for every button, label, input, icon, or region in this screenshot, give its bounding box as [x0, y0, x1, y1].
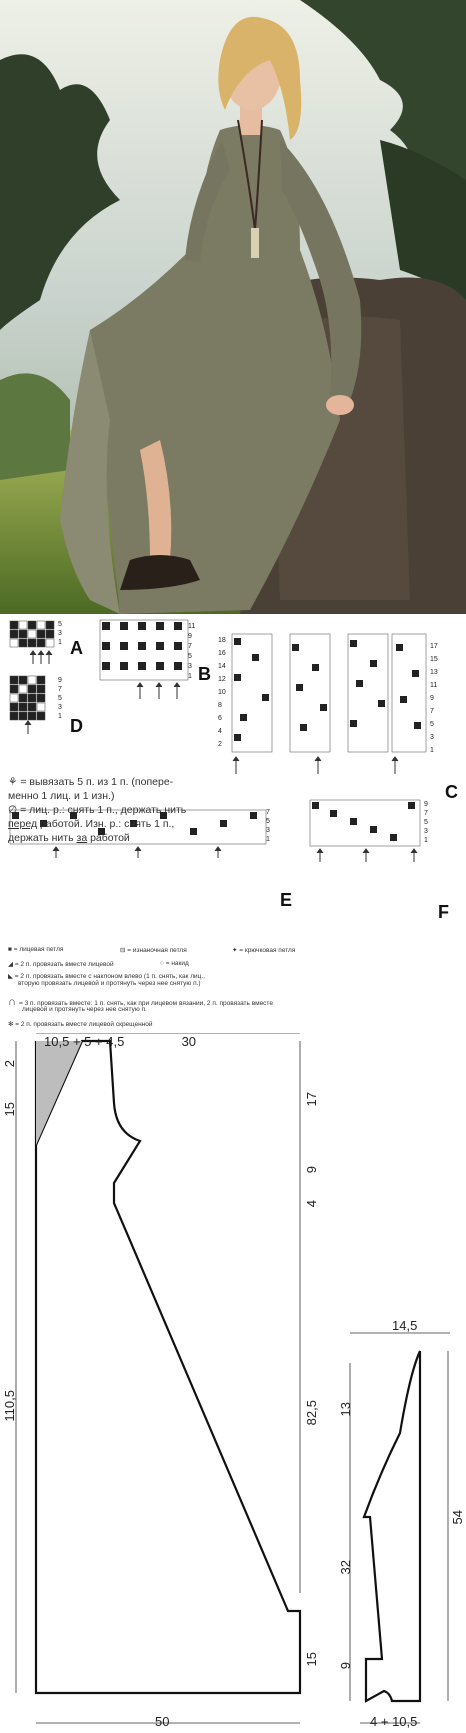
legend-text: = 2 п. провязать вместе с наклоном влево (1 п. снять, как лиц., [14, 973, 205, 980]
dim-right-4: 4 [304, 1200, 319, 1208]
row-number: 7 [266, 809, 270, 816]
row-number: 3 [188, 663, 192, 670]
dim-right-9: 9 [304, 1166, 319, 1174]
row-number: 1 [58, 639, 62, 646]
dim-value: 30 [181, 1034, 197, 1049]
chart-label-e: E [280, 890, 293, 910]
chart-label-c: C [445, 782, 458, 802]
row-number: 9 [188, 633, 192, 640]
sleeve-left-9: 9 [338, 1662, 353, 1670]
row-number: 5 [188, 653, 192, 660]
chart-label-b: B [198, 664, 211, 684]
row-number: 5 [266, 818, 270, 825]
sleeve-top: 14,5 [392, 1318, 418, 1333]
dim-value: 4 [370, 1714, 378, 1729]
note-text: = вывязать 5 п. из 1 п. (попере- [20, 776, 174, 788]
rows-f [424, 800, 428, 845]
row-number: 9 [430, 695, 434, 702]
note-text: менно 1 лиц. и 1 изн.) [8, 790, 115, 802]
sleeve-bottom [370, 1714, 417, 1729]
dim-plus: + [72, 1034, 81, 1049]
row-number: 13 [430, 669, 438, 676]
row-number: 1 [188, 673, 192, 680]
dim-plus: + [95, 1034, 103, 1049]
row-number: 11 [430, 682, 438, 689]
dim-bottom-50: 50 [155, 1714, 170, 1729]
row-number: 3 [424, 828, 428, 835]
rows-e [266, 808, 270, 844]
row-number: 3 [266, 827, 270, 834]
dim-right-15: 15 [304, 1652, 319, 1667]
row-number: 6 [218, 715, 222, 722]
dim-left-110: 110,5 [2, 1390, 17, 1422]
rows-a [58, 620, 62, 647]
row-number: 3 [58, 704, 62, 711]
row-number: 14 [218, 663, 226, 670]
cdd-symbol-icon: ∩ [8, 996, 19, 1008]
slip-icon: ∅ [8, 804, 18, 816]
row-number: 7 [424, 810, 428, 817]
note-text: работой [87, 832, 130, 844]
legend-text: = 2 п. провязать вместе лицевой скрещенной [15, 1021, 153, 1028]
purl-symbol-icon: ⊟ [120, 947, 128, 954]
row-number: 1 [430, 747, 434, 754]
photo-image [0, 0, 466, 614]
legend-text: = изнаночная петля [127, 947, 187, 954]
row-number: 4 [218, 728, 222, 735]
sleeve-right-54: 54 [450, 1510, 465, 1525]
row-number: 7 [188, 643, 192, 650]
legend-text: = 2 п. провязать вместе лицевой [14, 961, 114, 968]
rows-d [58, 676, 62, 721]
dim-top-widths [44, 1034, 196, 1049]
row-number: 3 [430, 734, 434, 741]
schema-svg [0, 1033, 466, 1733]
dim-value: 5 [84, 1034, 92, 1049]
legend-text: = 3 п. провязать вместе: 1 п. снять, как при лицевом вязании, 2 п. провязать вместе [19, 1000, 273, 1007]
sleeve-left-13: 13 [338, 1402, 353, 1417]
dim-value: 4,5 [106, 1034, 125, 1049]
dim-left-2: 2 [2, 1060, 17, 1068]
row-number: 10 [218, 689, 226, 696]
row-number: 7 [58, 686, 62, 693]
row-number: 5 [424, 819, 428, 826]
chart-label-a: A [70, 638, 83, 658]
dim-value: 10,5 [44, 1034, 70, 1049]
k2tog-tbl-symbol-icon: ✻ [8, 1021, 16, 1028]
crochet-symbol-icon: ✦ [232, 947, 240, 954]
row-number: 3 [58, 630, 62, 637]
dim-value: 10,5 [392, 1714, 418, 1729]
sleeve-piece [364, 1351, 420, 1701]
note-text: работой. Изн. р.: снять 1 п., [37, 818, 175, 830]
ssk-symbol-icon: ◣ [8, 973, 15, 980]
stitch-notes [8, 775, 218, 845]
chart-label-d: D [70, 716, 83, 736]
row-number: 16 [218, 650, 226, 657]
dim-left-15: 15 [2, 1102, 17, 1117]
legend-text: = лицевая петля [13, 946, 64, 953]
row-number: 5 [58, 621, 62, 628]
note-text: держать нить [8, 832, 77, 844]
legend-text: лицевой и протянуть через нее снятую п. [22, 1006, 147, 1013]
front-piece [36, 1041, 300, 1693]
model-photo [0, 0, 466, 614]
sleeve-left-32: 32 [338, 1560, 353, 1575]
legend-text: вторую провязать лицевой и протянуть через нее снятую п.) [18, 980, 201, 987]
rows-b [188, 622, 195, 682]
k2tog-symbol-icon: ◢ [8, 961, 15, 968]
row-number: 1 [266, 836, 270, 843]
dim-plus: + [380, 1714, 389, 1729]
row-number: 1 [424, 837, 428, 844]
row-number: 7 [430, 708, 434, 715]
row-number: 18 [218, 637, 226, 644]
note-text: = лиц. р.: снять 1 п., держать нить [20, 804, 187, 816]
row-number: 9 [424, 801, 428, 808]
legend-text: = накид [165, 960, 189, 967]
chart-label-f: F [438, 902, 449, 922]
row-number: 5 [430, 721, 434, 728]
yo-symbol-icon: ○ [160, 960, 166, 967]
rows-c-right [430, 640, 438, 757]
note-text: перед [8, 818, 38, 830]
row-number: 9 [58, 677, 62, 684]
row-number: 11 [188, 623, 196, 630]
dim-right-17: 17 [304, 1092, 319, 1107]
row-number: 2 [218, 741, 222, 748]
row-number: 15 [430, 656, 438, 663]
chart-a-grid [10, 621, 54, 647]
legend-text: = крючковая петля [239, 947, 296, 954]
row-number: 12 [218, 676, 226, 683]
row-number: 5 [58, 695, 62, 702]
note-text: за [76, 832, 88, 844]
bobble-icon: ⚘ [8, 776, 18, 788]
knit-symbol-icon: ■ [8, 946, 14, 953]
row-number: 17 [430, 643, 438, 650]
rows-c-left [218, 634, 226, 751]
dim-right-82: 82,5 [304, 1400, 319, 1426]
row-number: 8 [218, 702, 222, 709]
row-number: 1 [58, 713, 62, 720]
